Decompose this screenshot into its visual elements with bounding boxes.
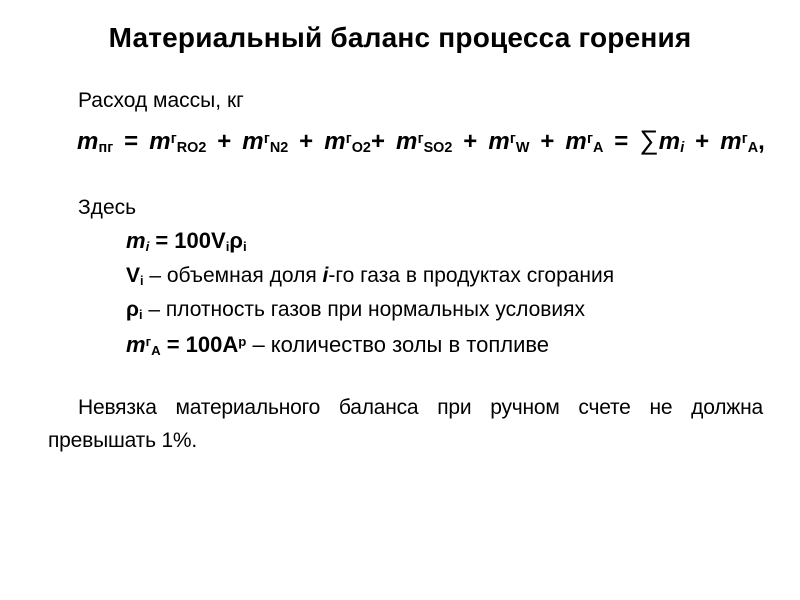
slide-title: Материальный баланс процесса горения	[108, 22, 692, 53]
definition-ma: $m^гA = 100A^р$ – количество золы в топливе	[126, 332, 550, 359]
definition-rho: ρi – плотность газов при нормальных условиях	[126, 298, 586, 323]
mass-flow-label: Расход массы, кг	[78, 89, 244, 112]
definition-mi: mi = 100Viρi	[126, 228, 247, 255]
closing-line-1: Невязка материального баланса при ручном счете не должна	[78, 396, 763, 419]
here-label: Здесь	[78, 196, 137, 219]
mass-balance-equation: mпг = $m^гRO2 + m^гN2 + m^гO2+ m^гSO2 + m^гW + m^гA = \sum mi + m^гA$,	[77, 125, 766, 157]
definition-vi: Vi – объемная доля i-го газа в продуктах сгорания	[126, 264, 615, 289]
closing-line-2: превышать 1%.	[48, 429, 198, 452]
closing-paragraph	[48, 391, 763, 457]
